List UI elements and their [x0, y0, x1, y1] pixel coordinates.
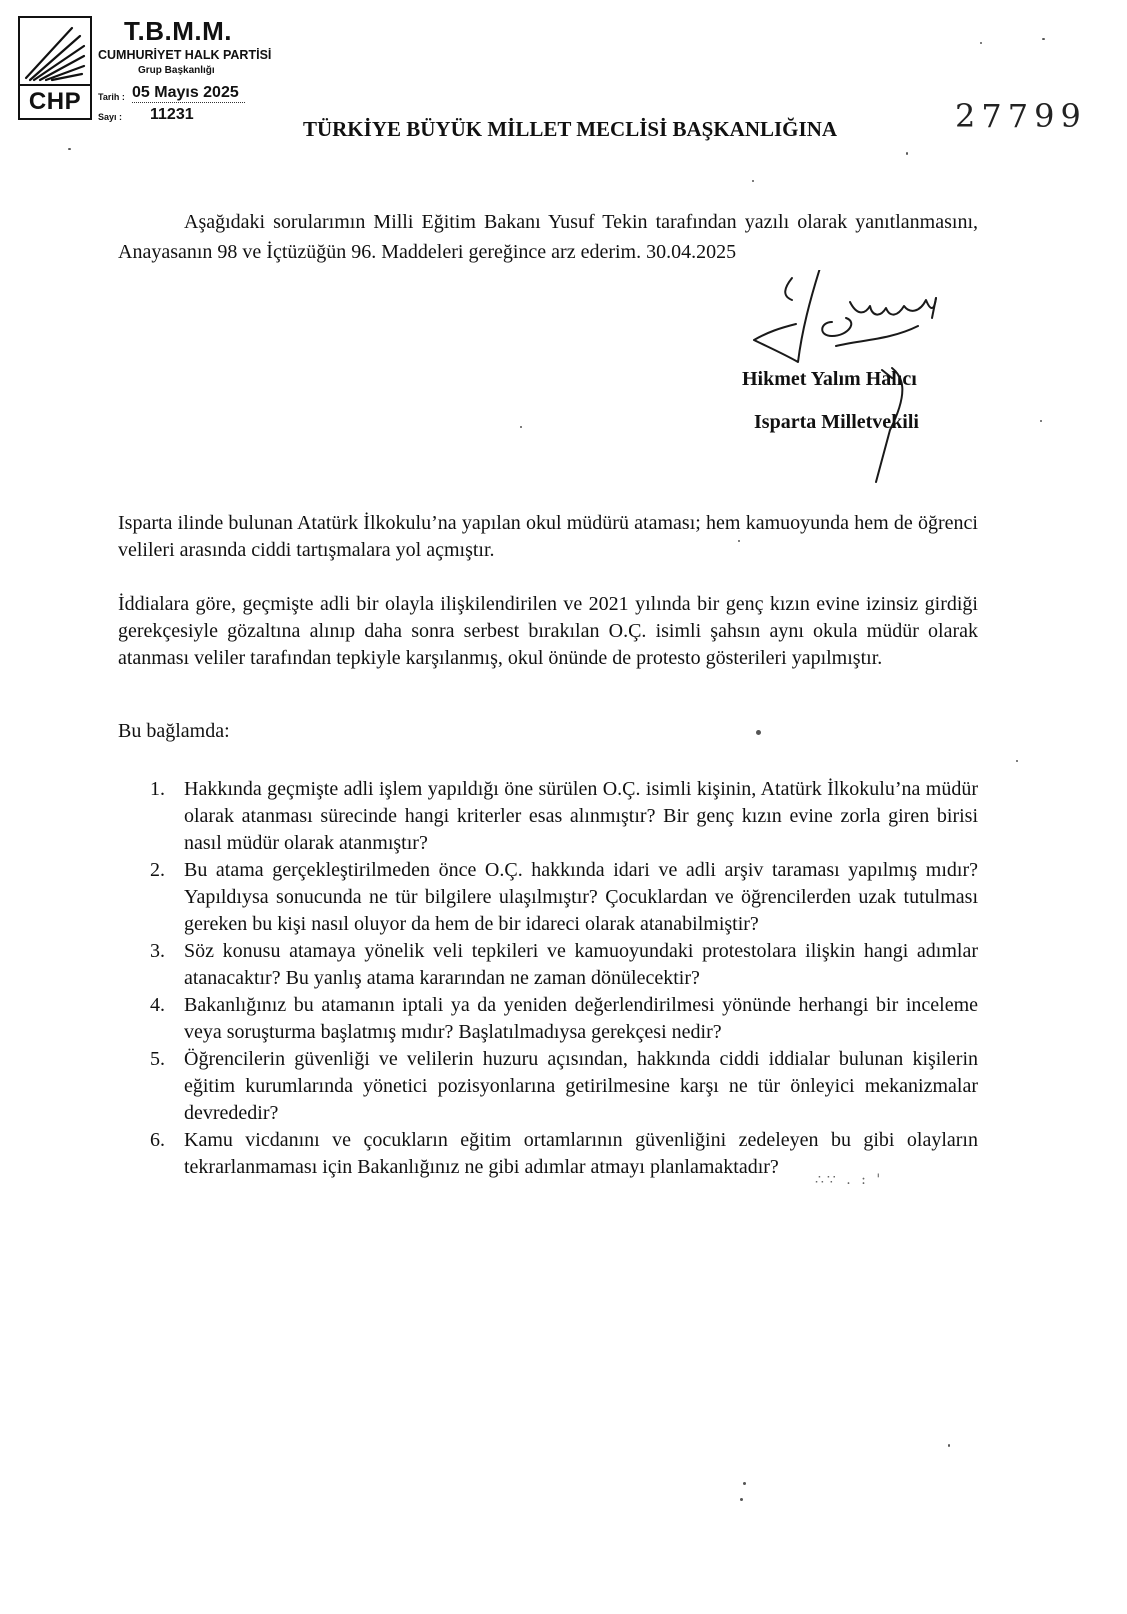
scan-speck [738, 540, 740, 542]
document-heading: TÜRKİYE BÜYÜK MİLLET MECLİSİ BAŞKANLIĞINA [302, 117, 838, 141]
body-paragraph-3: Bu bağlamda: [118, 720, 230, 742]
scan-speck [68, 148, 71, 150]
question-text: Bakanlığınız bu atamanın iptali ya da yeniden değerlendirilmesi yönünde herhangi bir inceleme veya soruşturma başlatmış mıdır? Başlatılmadıysa gerekçesi nedir? [184, 994, 978, 1043]
body-paragraph-1: Isparta ilinde bulunan Atatürk İlkokulu’na yapılan okul müdürü ataması; hem kamuoyunda hem de öğrenci velileri arasında ciddi tartışmalara yol açmıştır. [118, 512, 978, 561]
scan-speck [743, 1482, 746, 1485]
scan-speck [756, 730, 761, 735]
scan-speck [520, 426, 522, 428]
number-value: 11231 [150, 106, 194, 123]
list-item [118, 776, 978, 857]
scan-speck [906, 152, 908, 155]
institution-name: T.B.M.M. [124, 16, 232, 46]
question-text: Öğrencilerin güvenliği ve velilerin huzuru açısından, hakkında ciddi iddialar bulunan kişilerin eğitim kurumlarında yönetici pozisyonlarına getirilmesine karşı ne tür önleyici mekanizmalar devrededir? [184, 1048, 978, 1124]
scan-speck [1040, 420, 1042, 422]
question-number: 4. [150, 994, 165, 1016]
list-item [118, 1046, 978, 1127]
signatory-title: Isparta Milletvekili [754, 411, 919, 433]
scan-speck [740, 1498, 743, 1501]
date-value: 05 Mayıs 2025 [132, 84, 245, 103]
scan-speck [752, 180, 754, 182]
question-number: 3. [150, 940, 165, 962]
scan-speck [948, 1444, 950, 1447]
list-item [118, 992, 978, 1046]
question-text: Bu atama gerçekleştirilmeden önce O.Ç. hakkında idari ve adli arşiv taraması yapılmış mıdır? Yapıldıysa sonucunda ne tür bilgilere ulaşılmıştır? Çocuklardan ve öğrencilerden uzak tutulması gereken bu kişi nasıl oluyor da hem de bir idareci olarak atanabilmiştir? [184, 859, 978, 935]
faint-scribble: ∴∵ . : ' [815, 1172, 884, 1188]
chp-logo [18, 16, 92, 120]
question-text: Hakkında geçmişte adli işlem yapıldığı öne sürülen O.Ç. isimli kişinin, Atatürk İlkokulu’na müdür olarak atanması sürecinde hangi kriterler esas alınmıştır? Bir genç kızın evine zorla giren birisi nasıl müdür olarak atanmıştır? [184, 778, 978, 854]
question-list [118, 776, 978, 1181]
date-label: Tarih : [98, 92, 125, 102]
question-text: Kamu vicdanını ve çocukların eğitim ortamlarının güvenliğini zedeleyen bu gibi olayların tekrarlanmaması için Bakanlığınız ne gibi adımlar atmayı planlamaktadır? [184, 1129, 978, 1178]
scan-speck [1016, 760, 1018, 762]
question-text: Söz konusu atamaya yönelik veli tepkileri ve kamuoyundaki protestolara ilişkin hangi adımlar atanacaktır? Bu yanlış atama kararından ne zaman dönülecektir? [184, 940, 978, 989]
question-number: 1. [150, 778, 165, 800]
question-number: 2. [150, 859, 165, 881]
unit-name: Grup Başkanlığı [138, 65, 215, 76]
intro-paragraph: Aşağıdaki sorularımın Milli Eğitim Bakanı Yusuf Tekin tarafından yazılı olarak yanıtlanmasını, Anayasanın 98 ve İçtüzüğün 96. Maddeleri gereğince arz ederim. 30.04.2025 [118, 211, 978, 263]
list-item [118, 857, 978, 938]
chp-arrows-icon [22, 22, 88, 84]
scan-speck [1042, 38, 1045, 40]
list-item [118, 938, 978, 992]
number-label: Sayı : [98, 112, 123, 122]
question-number: 6. [150, 1129, 165, 1151]
scan-speck [980, 42, 982, 44]
stamp-number: 27799 [955, 97, 1087, 135]
question-number: 5. [150, 1048, 165, 1070]
logo-text: CHP [28, 88, 82, 115]
party-name: CUMHURİYET HALK PARTİSİ [98, 48, 272, 62]
signatory-name: Hikmet Yalım Halıcı [742, 368, 917, 390]
body-paragraph-2: İddialara göre, geçmişte adli bir olayla ilişkilendirilen ve 2021 yılında bir genç kızın evine izinsiz girdiği gerekçesiyle gözaltına alınıp daha sonra serbest bırakılan O.Ç. isimli şahsın aynı okula müdür olarak atanması veliler tarafından tepkiyle karşılanmış, okul önünde de protesto gösterileri yapılmıştır. [118, 593, 978, 669]
logo-divider [20, 84, 90, 86]
